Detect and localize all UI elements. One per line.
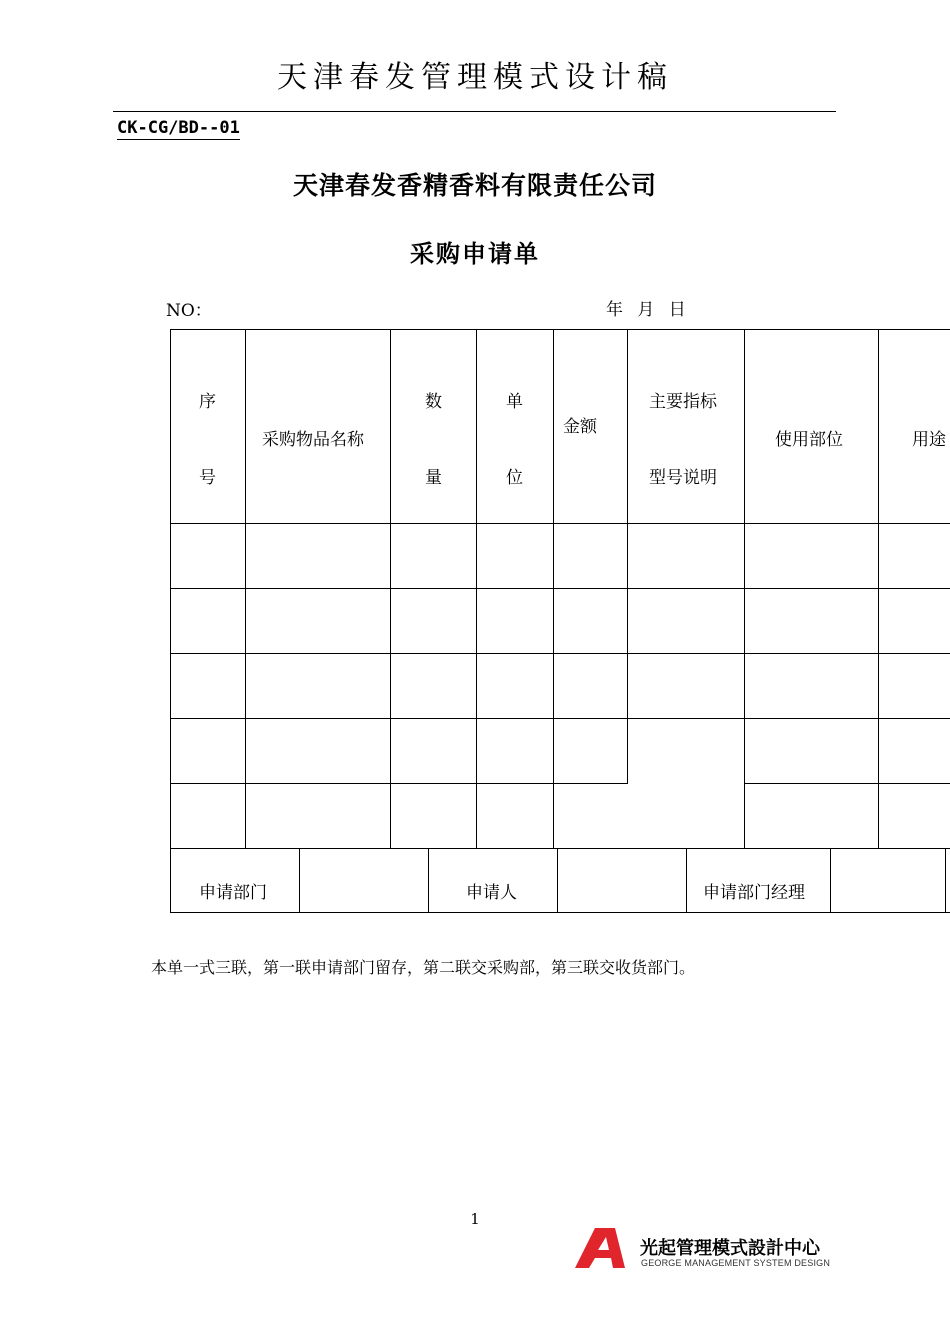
table-col-line bbox=[245, 329, 246, 848]
company-name: 天津春发香精香料有限责任公司 bbox=[292, 171, 657, 200]
table-col-line bbox=[744, 329, 745, 848]
header-dept-usage: 使用部位 bbox=[775, 430, 843, 450]
table-row-line bbox=[170, 523, 950, 524]
date-label: 年 月 日 bbox=[606, 300, 686, 320]
footer-apply-dept-label: 申请部门 bbox=[199, 883, 267, 903]
header-unit-top: 单 bbox=[506, 392, 523, 412]
header-spec-bottom: 型号说明 bbox=[649, 468, 717, 488]
header-seq-top: 序 bbox=[199, 392, 216, 412]
table-col-line bbox=[830, 848, 831, 912]
table-col-line bbox=[390, 329, 391, 848]
table-col-line bbox=[627, 329, 628, 783]
header-amount: 金额 bbox=[563, 417, 597, 437]
table-col-line bbox=[878, 329, 879, 848]
table-col-line bbox=[553, 329, 554, 848]
footer-dept-manager-label: 申请部门经理 bbox=[703, 883, 805, 903]
header-qty-bottom: 量 bbox=[425, 468, 442, 488]
table-col-line bbox=[428, 848, 429, 912]
form-number-label: NO： bbox=[166, 301, 212, 321]
footer-applicant-label: 申请人 bbox=[466, 883, 517, 903]
header-spec-top: 主要指标 bbox=[649, 392, 717, 412]
header-rule bbox=[113, 111, 836, 112]
header-unit-bottom: 位 bbox=[506, 468, 523, 488]
table-col-line bbox=[686, 848, 687, 912]
table-row-line bbox=[170, 588, 950, 589]
document-header-title: 天津春发管理模式设计稿 bbox=[277, 60, 673, 95]
table-row-line bbox=[170, 653, 950, 654]
table-border-left bbox=[170, 329, 171, 912]
header-purpose: 用途 bbox=[912, 430, 946, 450]
page-number: 1 bbox=[470, 1210, 480, 1228]
header-seq-bottom: 号 bbox=[199, 468, 216, 488]
table-col-line bbox=[299, 848, 300, 912]
form-note: 本单一式三联，第一联申请部门留存，第二联交采购部，第三联交收货部门。 bbox=[151, 958, 696, 977]
document-code: CK-CG/BD--01 bbox=[117, 118, 240, 138]
header-item-name: 采购物品名称 bbox=[262, 430, 364, 450]
form-title: 采购申请单 bbox=[410, 240, 540, 268]
logo-chinese-text: 光起管理模式設計中心 bbox=[640, 1238, 820, 1259]
table-border-top bbox=[170, 329, 950, 330]
table-row-line bbox=[170, 848, 950, 849]
table-col-line bbox=[945, 848, 946, 912]
logo-english-text: GEORGE MANAGEMENT SYSTEM DESIGN bbox=[641, 1258, 831, 1268]
table-row-line bbox=[744, 783, 950, 784]
table-col-line bbox=[557, 848, 558, 912]
table-row-line bbox=[170, 783, 628, 784]
table-col-line bbox=[476, 329, 477, 848]
table-row-line bbox=[170, 718, 950, 719]
logo-a-icon bbox=[575, 1228, 635, 1268]
header-qty-top: 数 bbox=[425, 392, 442, 412]
table-border-bottom bbox=[170, 912, 950, 913]
